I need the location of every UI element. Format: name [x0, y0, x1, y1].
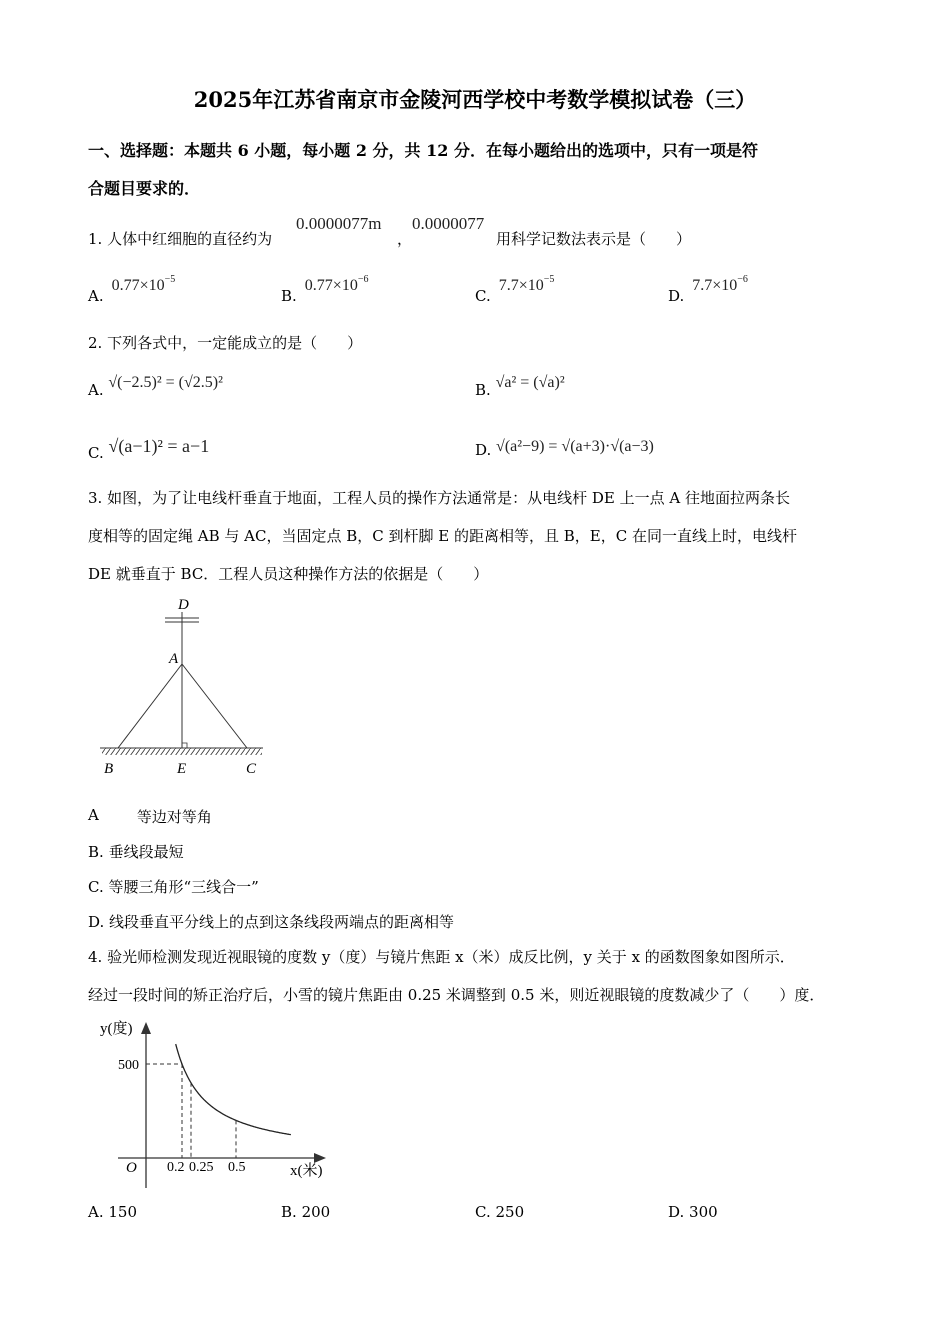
- rope-ac: [182, 664, 247, 748]
- rope-ab: [118, 664, 182, 748]
- q3-option-d[interactable]: D. 线段垂直平分线上的点到这条线段两端点的距离相等: [88, 913, 455, 931]
- q3-stem-line2: 度相等的固定绳 AB 与 AC，当固定点 B，C 到杆脚 E 的距离相等，且 B，E，C 在同一直线上时，电线杆: [88, 527, 797, 545]
- label-c: C: [246, 761, 257, 777]
- q2-option-c[interactable]: C. √(a−1)² = a−1: [88, 436, 210, 462]
- q2-option-a[interactable]: A. √(−2.5)² = (√2.5)²: [88, 374, 223, 399]
- label-d: D: [178, 597, 189, 613]
- label-a: A: [169, 651, 179, 667]
- q1-option-a[interactable]: $A.0.77\times 10^{-5}$: [88, 274, 176, 305]
- q1-value-1: 0.0000077m: [296, 214, 382, 233]
- q3-stem-line3: DE 就垂直于 BC．工程人员这种操作方法的依据是（ ）: [88, 565, 489, 583]
- x-axis-label: x(米): [290, 1163, 323, 1179]
- guide-lines: [146, 1064, 236, 1158]
- label-e: E: [177, 761, 187, 777]
- q4-option-a[interactable]: A. 150: [88, 1203, 138, 1221]
- y-tick-500: 500: [118, 1058, 139, 1073]
- q2-stem: 2. 下列各式中，一定能成立的是（ ）: [88, 334, 363, 352]
- q1-value-2: 0.0000077: [412, 214, 485, 233]
- section-heading: 一、选择题：本题共 6 小题，每小题 2 分，共 12 分．在每小题给出的选项中，只有一项是符: [88, 141, 758, 160]
- q3-option-c[interactable]: C. 等腰三角形“三线合一”: [88, 878, 259, 896]
- q1-option-b[interactable]: $B.0.77\times 10^{-6}$: [281, 274, 369, 305]
- x-tick-0.2: 0.2: [167, 1160, 185, 1175]
- q2-option-d[interactable]: D. √(a²−9) = √(a+3)·√(a−3): [475, 438, 654, 459]
- q4-graph: [100, 1019, 326, 1188]
- origin-label: O: [126, 1160, 137, 1176]
- y-axis-arrow: [141, 1022, 151, 1034]
- ground-hatch: [102, 748, 262, 755]
- q4-stem-line1: 4. 验光师检测发现近视眼镜的度数 y（度）与镜片焦距 x（米）成反比例，y 关于 x 的函数图象如图所示．: [88, 948, 795, 966]
- q2-option-b[interactable]: B. √a² = (√a)²: [475, 374, 565, 399]
- q3-option-b[interactable]: B. 垂线段最短: [88, 843, 184, 861]
- x-tick-0.5: 0.5: [228, 1160, 246, 1175]
- page-title: 2025年江苏省南京市金陵河西学校中考数学模拟试卷（三）: [193, 87, 757, 112]
- x-axis-arrow: [314, 1153, 326, 1163]
- q3-stem-line1: 3. 如图，为了让电线杆垂直于地面，工程人员的操作方法通常是：从电线杆 DE 上一点 A 往地面拉两条长: [88, 489, 790, 507]
- q1-stem-end: 用科学记数法表示是（ ）: [496, 230, 692, 248]
- section-heading-cont: 合题目要求的．: [88, 179, 201, 198]
- right-angle-mark: [182, 743, 187, 748]
- q4-option-c[interactable]: C. 250: [475, 1203, 525, 1221]
- y-axis-label: y(度): [100, 1021, 133, 1037]
- q1-option-d[interactable]: $D.7.7\times 10^{-6}$: [668, 274, 748, 305]
- q3-option-a[interactable]: A 等边对等角: [88, 806, 212, 826]
- q1-comma: ，: [397, 230, 413, 248]
- q4-stem-line2: 经过一段时间的矫正治疗后，小雪的镜片焦距由 0.25 米调整到 0.5 米，则近视眼镜的度数减少了（ ）度．: [88, 986, 825, 1004]
- label-b: B: [104, 761, 114, 777]
- q4-option-b[interactable]: B. 200: [281, 1203, 331, 1221]
- x-tick-0.25: 0.25: [189, 1160, 214, 1175]
- inverse-curve: [176, 1044, 291, 1135]
- q4-option-d[interactable]: D. 300: [668, 1203, 718, 1221]
- q1-stem: 1. 人体中红细胞的直径约为: [88, 230, 273, 248]
- q1-option-c[interactable]: $C.7.7\times 10^{-5}$: [475, 274, 555, 305]
